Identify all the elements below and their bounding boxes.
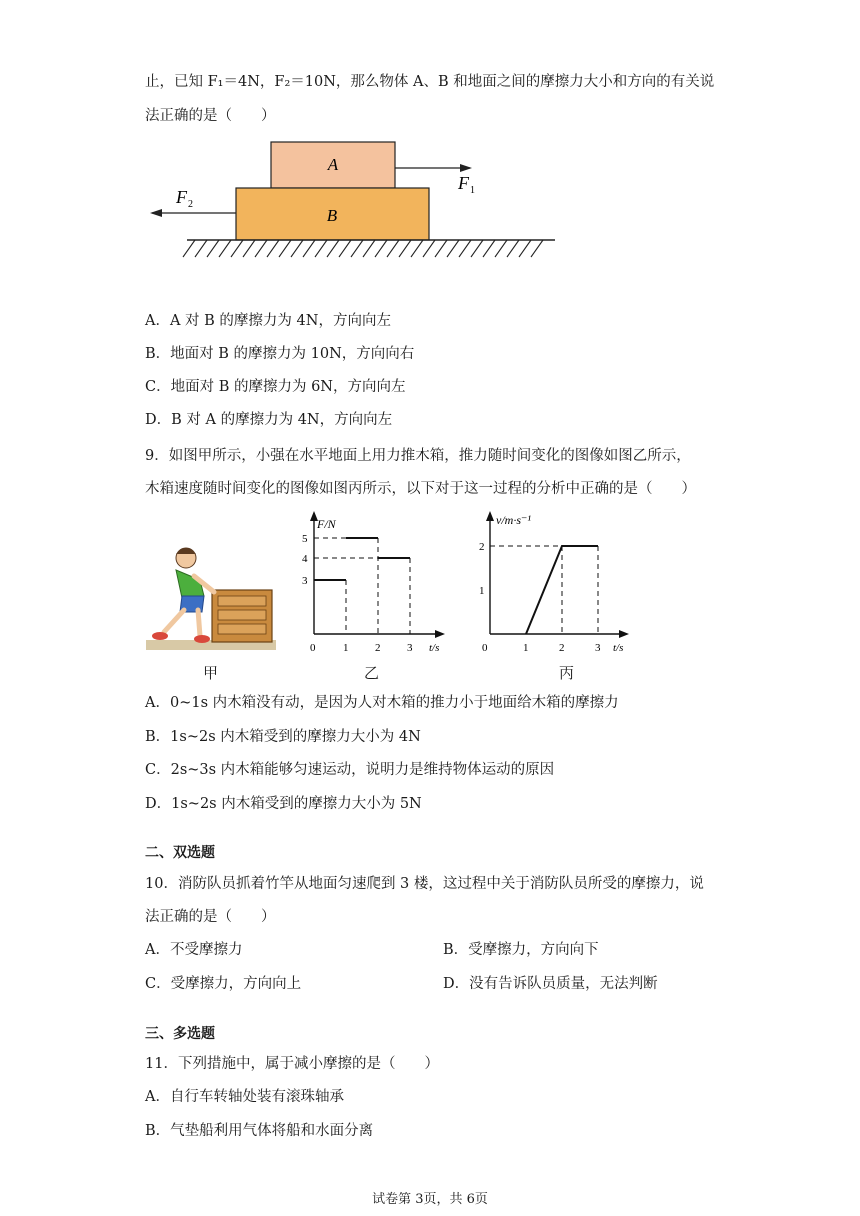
f-x-arrow: [435, 630, 445, 638]
q8-stem-line1: 止，已知 F₁＝4N，F₂＝10N，那么物体 A、B 和地面之间的摩擦力大小和方向的有关说: [145, 74, 715, 90]
q9-option-a: A．0~1s 内木箱没有动，是因为人对木箱的推力小于地面给木箱的摩擦力: [145, 695, 619, 711]
hatch-line: [219, 240, 231, 257]
boy-leg-back: [164, 610, 184, 632]
hatch-line: [303, 240, 315, 257]
hatch-line: [459, 240, 471, 257]
ground-hatching: [183, 240, 543, 257]
hatch-line: [195, 240, 207, 257]
hatch-line: [447, 240, 459, 257]
hatch-line: [183, 240, 195, 257]
block-a-label: A: [327, 155, 339, 174]
section3-title: 三、多选题: [145, 1026, 215, 1042]
q8-option-c: C．地面对 B 的摩擦力为 6N，方向向左: [145, 379, 406, 395]
q10-option-a: A．不受摩擦力: [145, 942, 243, 958]
section2-title: 二、双选题: [145, 845, 215, 861]
f-y-tick: 3: [302, 575, 308, 587]
force1-subscript: 1: [470, 185, 475, 196]
caption-yi: 乙: [364, 664, 380, 682]
velocity-time-chart: [478, 508, 638, 658]
hatch-line: [207, 240, 219, 257]
force2-arrowhead: [150, 209, 162, 217]
hatch-line: [495, 240, 507, 257]
caption-jia: 甲: [203, 664, 219, 682]
hatch-line: [315, 240, 327, 257]
v-x-tick: 0: [482, 642, 488, 654]
f-x-label: t/s: [429, 642, 440, 654]
q8-stem-line2: 法正确的是（ ）: [145, 108, 276, 124]
v-x-tick: 2: [559, 642, 565, 654]
q10-option-d: D．没有告诉队员质量，无法判断: [443, 976, 658, 992]
f-x-tick: 3: [407, 642, 413, 654]
v-x-tick: 1: [523, 642, 529, 654]
q8-blocks-figure: [140, 135, 570, 265]
hatch-line: [243, 240, 255, 257]
force2-label: F: [176, 187, 187, 207]
force1-arrowhead: [460, 164, 472, 172]
boy-leg-front: [198, 610, 200, 636]
boy-pushing-box-illustration: [146, 540, 276, 652]
force1-label: F: [458, 173, 469, 193]
block-b-label: B: [326, 206, 338, 225]
hatch-line: [291, 240, 303, 257]
v-x-label: t/s: [613, 642, 624, 654]
hatch-line: [399, 240, 411, 257]
q10-stem-line1: 10．消防队员抓着竹竿从地面匀速爬到 3 楼，这过程中关于消防队员所受的摩擦力，说: [145, 876, 704, 892]
caption-bing: 丙: [559, 664, 575, 682]
q10-option-b: B．受摩擦力，方向向下: [443, 942, 599, 958]
hatch-line: [471, 240, 483, 257]
q9-stem-line1: 9．如图甲所示，小强在水平地面上用力推木箱，推力随时间变化的图像如图乙所示，: [145, 448, 691, 464]
f-y-label: F/N: [317, 517, 336, 531]
v-x-arrow: [619, 630, 629, 638]
hatch-line: [375, 240, 387, 257]
v-y-tick: 2: [479, 541, 485, 553]
q8-option-d: D．B 对 A 的摩擦力为 4N，方向向左: [145, 412, 393, 428]
f-y-tick: 5: [302, 533, 308, 545]
v-y-tick: 1: [479, 585, 485, 597]
hatch-line: [507, 240, 519, 257]
page-footer: 试卷第 3页，共 6页: [372, 1192, 488, 1207]
q9-stem-line2: 木箱速度随时间变化的图像如图丙所示，以下对于这一过程的分析中正确的是（ ）: [145, 481, 696, 497]
f-x-tick: 1: [343, 642, 349, 654]
v-y-label: v/m·s⁻¹: [496, 513, 531, 527]
hatch-line: [363, 240, 375, 257]
hatch-line: [351, 240, 363, 257]
hatch-line: [435, 240, 447, 257]
f-y-tick: 4: [302, 553, 308, 565]
hatch-line: [423, 240, 435, 257]
q9-option-d: D．1s~2s 内木箱受到的摩擦力大小为 5N: [145, 796, 422, 812]
hatch-line: [519, 240, 531, 257]
q10-stem-line2: 法正确的是（ ）: [145, 909, 276, 925]
q11-stem: 11．下列措施中，属于减小摩擦的是（ ）: [145, 1056, 439, 1072]
hatch-line: [279, 240, 291, 257]
force2-subscript: 2: [188, 199, 193, 210]
q11-option-b: B．气垫船利用气体将船和水面分离: [145, 1123, 374, 1139]
boy-shirt: [176, 570, 204, 598]
f-x-tick: 2: [375, 642, 381, 654]
q9-option-c: C．2s~3s 内木箱能够匀速运动，说明力是维持物体运动的原因: [145, 762, 555, 778]
hatch-line: [387, 240, 399, 257]
hatch-line: [231, 240, 243, 257]
q10-option-c: C．受摩擦力，方向向上: [145, 976, 302, 992]
q9-option-b: B．1s~2s 内木箱受到的摩擦力大小为 4N: [145, 729, 421, 745]
hatch-line: [531, 240, 543, 257]
q8-option-a: A．A 对 B 的摩擦力为 4N，方向向左: [145, 313, 391, 329]
q11-option-a: A．自行车转轴处装有滚珠轴承: [145, 1089, 344, 1105]
hatch-line: [327, 240, 339, 257]
hatch-line: [411, 240, 423, 257]
force-time-chart: [292, 508, 452, 658]
f-x-tick: 0: [310, 642, 316, 654]
hatch-line: [267, 240, 279, 257]
q8-option-b: B．地面对 B 的摩擦力为 10N，方向向右: [145, 346, 415, 362]
hatch-line: [255, 240, 267, 257]
hatch-line: [339, 240, 351, 257]
hatch-line: [483, 240, 495, 257]
v-x-tick: 3: [595, 642, 601, 654]
v-y-arrow: [486, 511, 494, 521]
